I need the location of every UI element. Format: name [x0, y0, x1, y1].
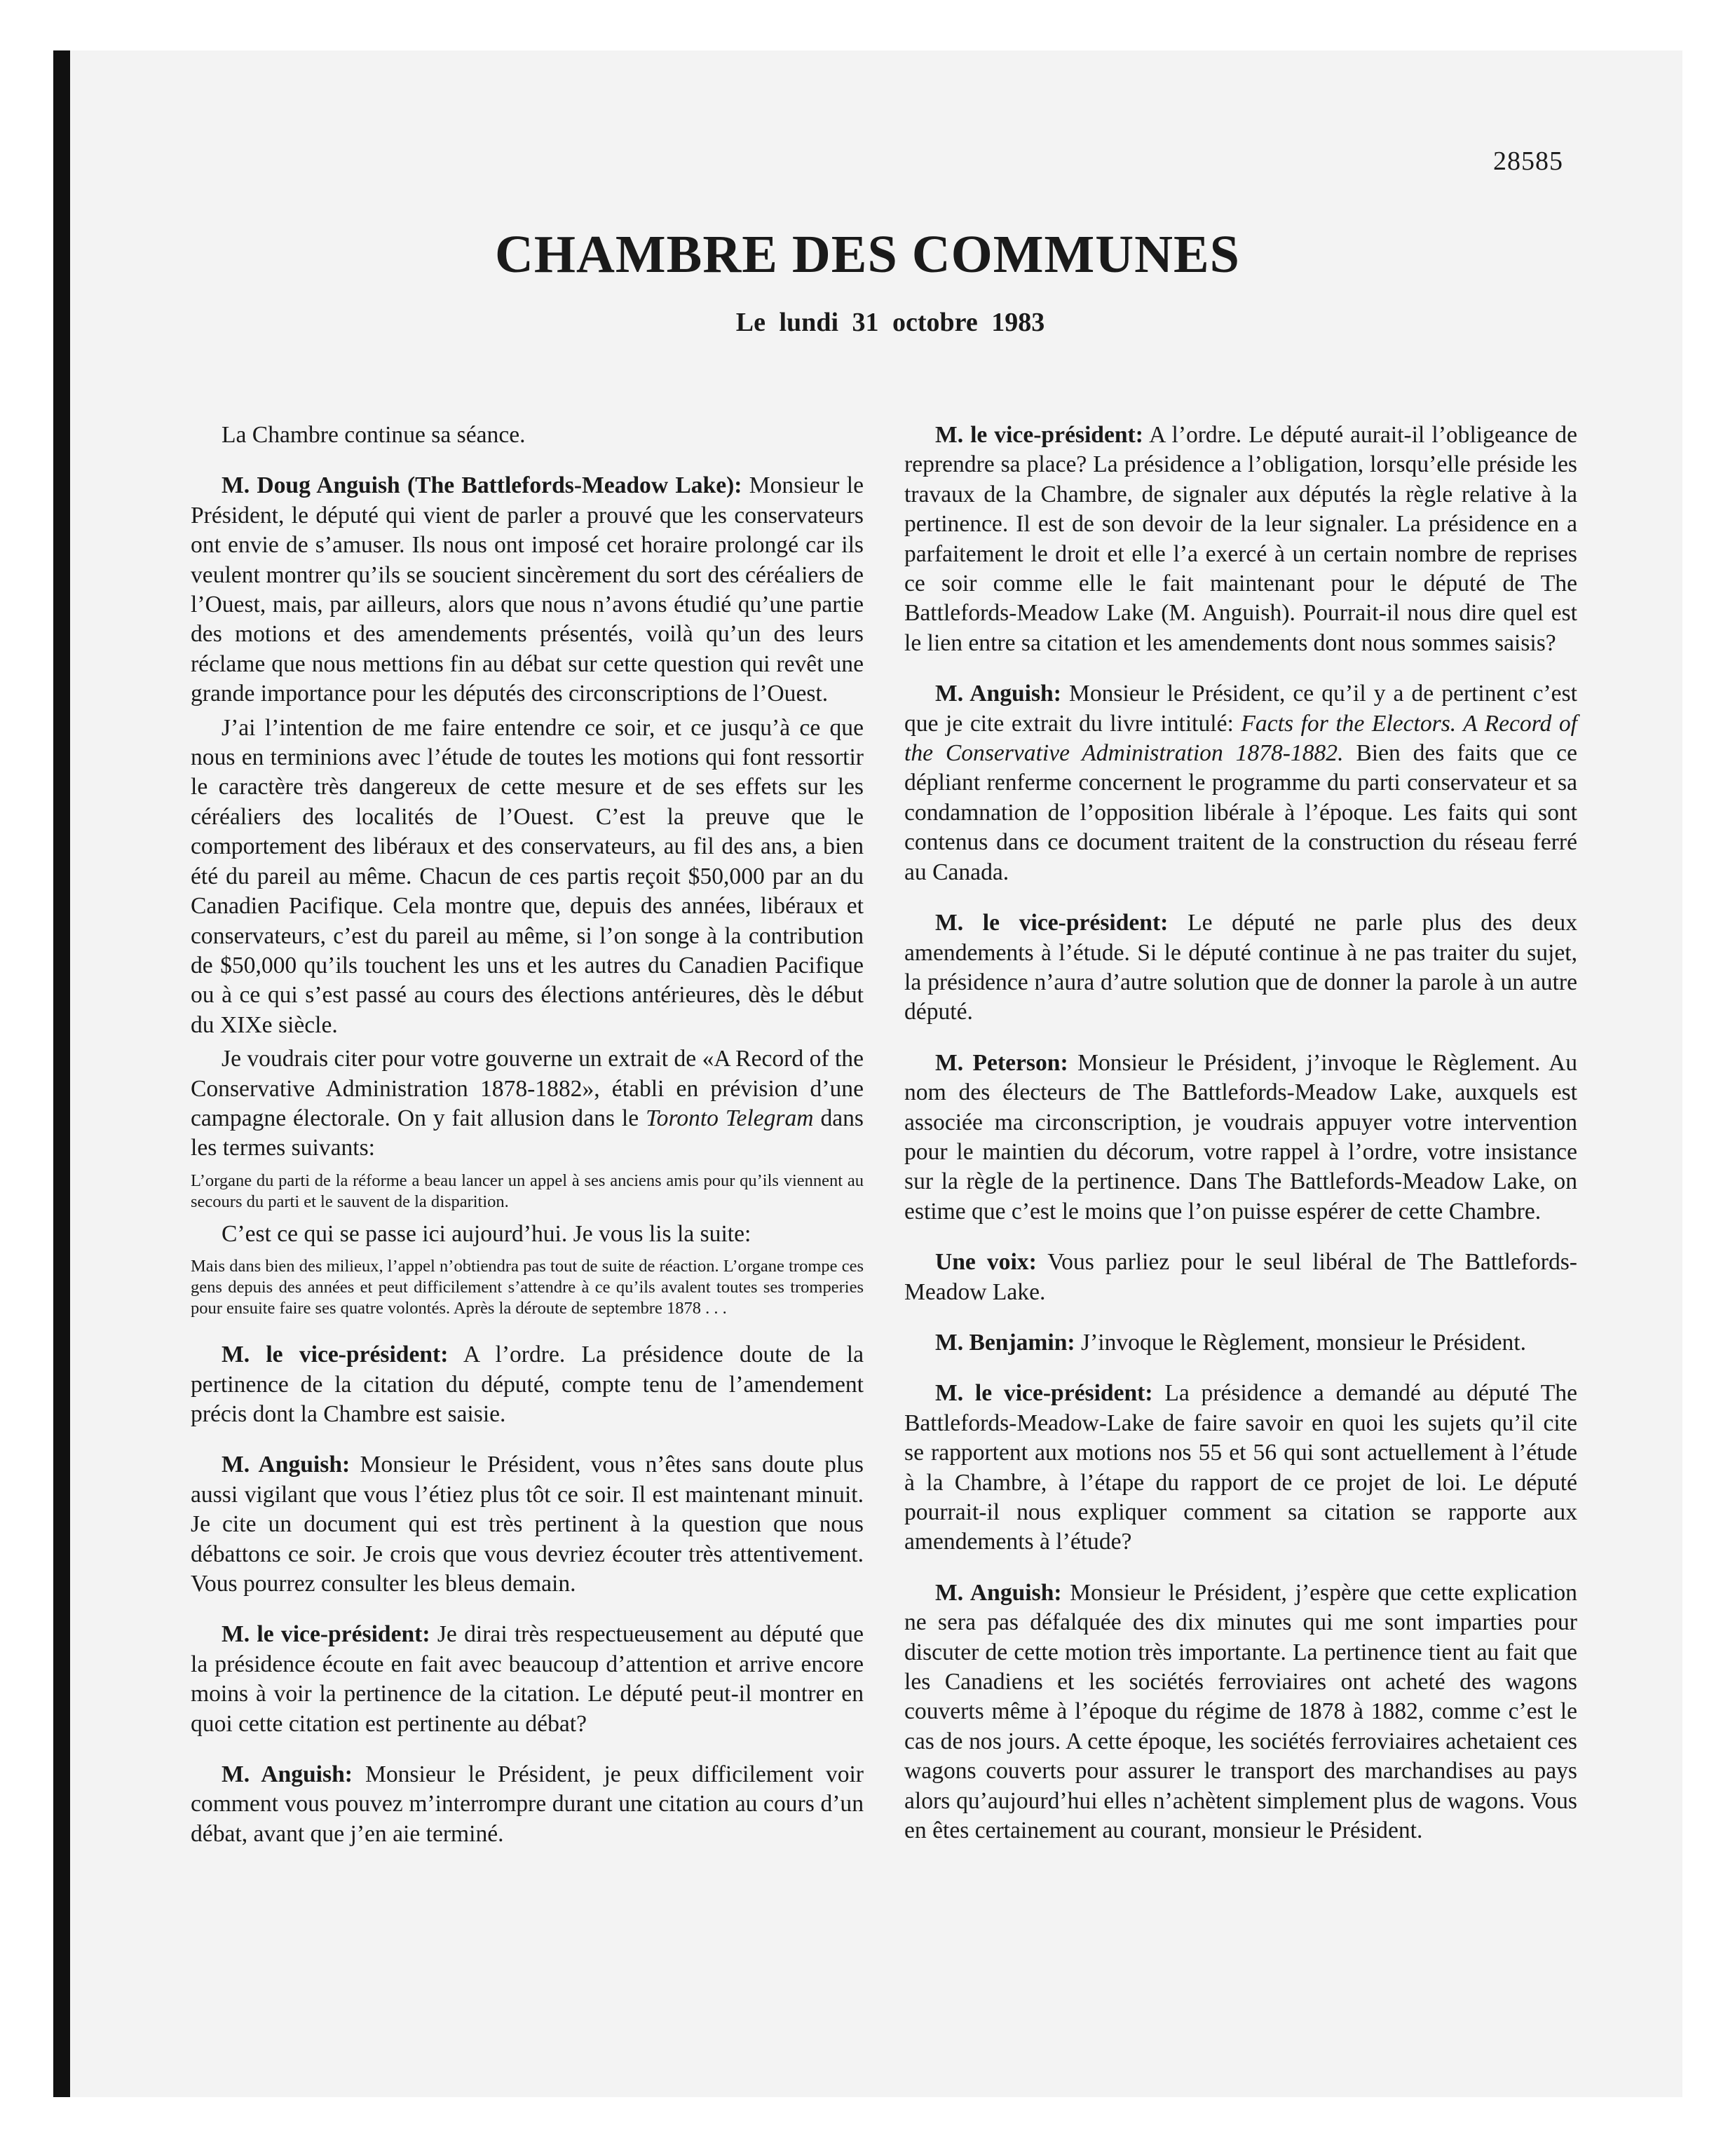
paragraph: M. Anguish: Monsieur le Président, ce qu’il y a de pertinent c’est que je cite extrait du livre intitulé: Facts for the Electors. A Record of the Conservative Administration 1878-1882. Bien des faits que ce dépliant renferme concernent le programme du parti conservateur et sa condamnation de l’opposition libérale à l’époque. Les faits qui sont contenus dans ce document traitent de la construction du réseau ferré au Canada. [904, 681, 1577, 885]
paragraph: La Chambre continue sa séance. [222, 422, 526, 448]
paragraph: J’ai l’intention de me faire entendre ce soir, et ce jusqu’à ce que nous en terminions avec l’étude de toutes les motions qui font ressortir le caractère très dangereux de cette mesure et de ses effets sur les céréaliers des localités de l’Ouest. C’est la preuve que le comportement des libéraux et des conservateurs, au fil des ans, a bien été du pareil au même. Chacun de ces partis reçoit $50,000 par an du Canadien Pacifique. Cela montre que, depuis des années, libéraux et conservateurs, c’est du pareil au même, si l’on songe à la contribution de $50,000 qu’ils touchent les uns et les autres du Canadien Pacifique ou à ce qui s’est passé au cours des élections antérieures, dès le début du XIXe siècle. [191, 714, 864, 1038]
page-title: CHAMBRE DES COMMUNES [495, 225, 1240, 284]
page-number: 28585 [1493, 146, 1563, 176]
italic-title: Facts for the Electors. A Record of the Conservative Administration 1878-1882. [904, 710, 1577, 767]
paragraph: M. le vice-président: A l’ordre. Le député aurait-il l’obligeance de reprendre sa place? La présidence a l’obligation, lorsqu’elle préside les travaux de la Chambre, de signaler aux députés la règle relative à la pertinence. Il est de son devoir de la leur signaler. La présidence en a parfaitement le droit et elle l’a exercé à un certain nombre de reprises ce soir comme elle le fait maintenant pour le député de The Battlefords-Meadow Lake (M. Anguish). Pourrait-il nous dire quel est le lien entre sa citation et les amendements dont nous sommes saisis? [904, 422, 1577, 656]
speaker-name: M. le vice-président: [935, 1380, 1153, 1407]
paragraph: M. le vice-président: Le député ne parle plus des deux amendements à l’étude. Si le député continue à ne pas traiter du sujet, la présidence n’aura d’autre solution que de donner la parole à un autre député. [904, 910, 1578, 1025]
speaker-name: M. le vice-président: [222, 1342, 449, 1368]
paragraph: M. le vice-président: Je dirai très respectueusement au député que la présidence écoute en fait avec beaucoup d’attention et arrive encore moins à voir la pertinence de la citation. Le député peut-il montrer en quoi cette citation est pertinente au débat? [191, 1621, 864, 1737]
speaker-name: M. Anguish: [935, 1579, 1062, 1606]
speaker-name: Une voix: [935, 1249, 1037, 1276]
speaker-name: M. Benjamin: [935, 1329, 1075, 1356]
speaker-name: M. Doug Anguish (The Battlefords-Meadow Lake): [222, 472, 742, 499]
speaker-name: M. Anguish: [222, 1761, 353, 1788]
left-column [191, 421, 864, 1849]
block-quote: Mais dans bien des milieux, l’appel n’obtiendra pas tout de suite de réaction. L’organe trompe ces gens depuis des années et peut difficilement s’attendre à ce qu’ils avalent toutes ses tromperies pour ensuite faire ses quatre volontés. Après la déroute de septembre 1878 . . . [191, 1257, 864, 1318]
paragraph: Une voix: Vous parliez pour le seul libéral de The Battlefords-Meadow Lake. [904, 1249, 1577, 1305]
paragraph: M. le vice-président: A l’ordre. La présidence doute de la pertinence de la citation du député, compte tenu de l’amendement précis dont la Chambre est saisie. [191, 1342, 864, 1427]
paragraph: M. Doug Anguish (The Battlefords-Meadow Lake): Monsieur le Président, le député qui vient de parler a prouvé que les conservateurs ont envie de s’amuser. Ils nous ont imposé cet horaire prolongé car ils veulent montrer qu’ils se soucient sincèrement du sort des céréaliers de l’Ouest, mais, par ailleurs, alors que nous n’avons étudié qu’une partie des motions et des amendements présentés, voilà qu’un des leurs réclame que nous mettions fin au débat sur cette question qui revêt une grande importance pour les députés des circonscriptions de l’Ouest. [191, 472, 864, 707]
paragraph: M. Anguish: Monsieur le Président, je peux difficilement voir comment vous pouvez m’interrompre durant une citation au cours d’un débat, avant que j’en aie terminé. [191, 1761, 864, 1847]
speaker-name: M. le vice-président: [935, 422, 1143, 448]
paragraph: M. Anguish: Monsieur le Président, j’espère que cette explication ne sera pas défalquée des dix minutes qui me sont imparties pour discuter de cette motion très importante. La pertinence tient au fait que les Canadiens et les sociétés ferroviaires ont acheté des wagons couverts même à l’époque du régime de 1878 à 1882, comme c’est le cas de nos jours. A cette époque, les sociétés ferroviaires achetaient ces wagons couverts pour assurer le transport des marchandises au pays alors qu’aujourd’hui elles n’achètent simplement plus de wagons. Vous en êtes certainement au courant, monsieur le Président. [904, 1579, 1577, 1844]
paragraph: C’est ce qui se passe ici aujourd’hui. Je vous lis la suite: [222, 1220, 751, 1247]
speaker-name: M. le vice-président: [222, 1621, 430, 1648]
italic-title: Toronto Telegram [646, 1105, 814, 1131]
paragraph: M. Benjamin: J’invoque le Règlement, monsieur le Président. [935, 1329, 1527, 1356]
session-date: Le lundi 31 octobre 1983 [735, 308, 1045, 337]
paragraph: M. le vice-président: La présidence a demandé au député The Battlefords-Meadow-Lake de faire savoir en quoi les sujets qu’il cite se rapportent aux motions nos 55 et 56 qui sont actuellement à l’étude à la Chambre, à l’étape du rapport de ce projet de loi. Le député pourrait-il nous expliquer comment sa citation se rapporte aux amendements à l’étude? [904, 1380, 1578, 1555]
speaker-name: M. Anguish: [935, 681, 1061, 707]
paragraph: M. Anguish: Monsieur le Président, vous n’êtes sans doute plus aussi vigilant que vous l’étiez plus tôt ce soir. Il est maintenant minuit. Je cite un document qui est très pertinent à la question que nous débattons ce soir. Je crois que vous devriez écouter très attentivement. Vous pourrez consulter les bleus demain. [191, 1452, 864, 1597]
block-quote: L’organe du parti de la réforme a beau lancer un appel à ses anciens amis pour qu’ils viennent au secours du parti et le sauvent de la disparition. [191, 1171, 864, 1211]
speaker-name: M. le vice-président: [935, 910, 1169, 936]
right-column [904, 421, 1577, 1845]
paragraph: M. Peterson: Monsieur le Président, j’invoque le Règlement. Au nom des électeurs de The Battlefords-Meadow Lake, auxquels est associée ma circonscription, je voudrais appuyer votre intervention pour le maintien du décorum, votre rappel à l’ordre, votre insistance sur la règle de la pertinence. Dans The Battlefords-Meadow Lake, on estime que c’est le moins que l’on puisse espérer de cette Chambre. [904, 1049, 1577, 1224]
speaker-name: M. Anguish: [222, 1452, 351, 1478]
paragraph: Je voudrais citer pour votre gouverne un extrait de «A Record of the Conservative Administration 1878-1882», établi en prévision d’une campagne électorale. On y fait allusion dans le Toronto Telegram dans les termes suivants: [191, 1046, 864, 1161]
speaker-name: M. Peterson: [935, 1049, 1068, 1076]
scan-edge [53, 50, 70, 2097]
